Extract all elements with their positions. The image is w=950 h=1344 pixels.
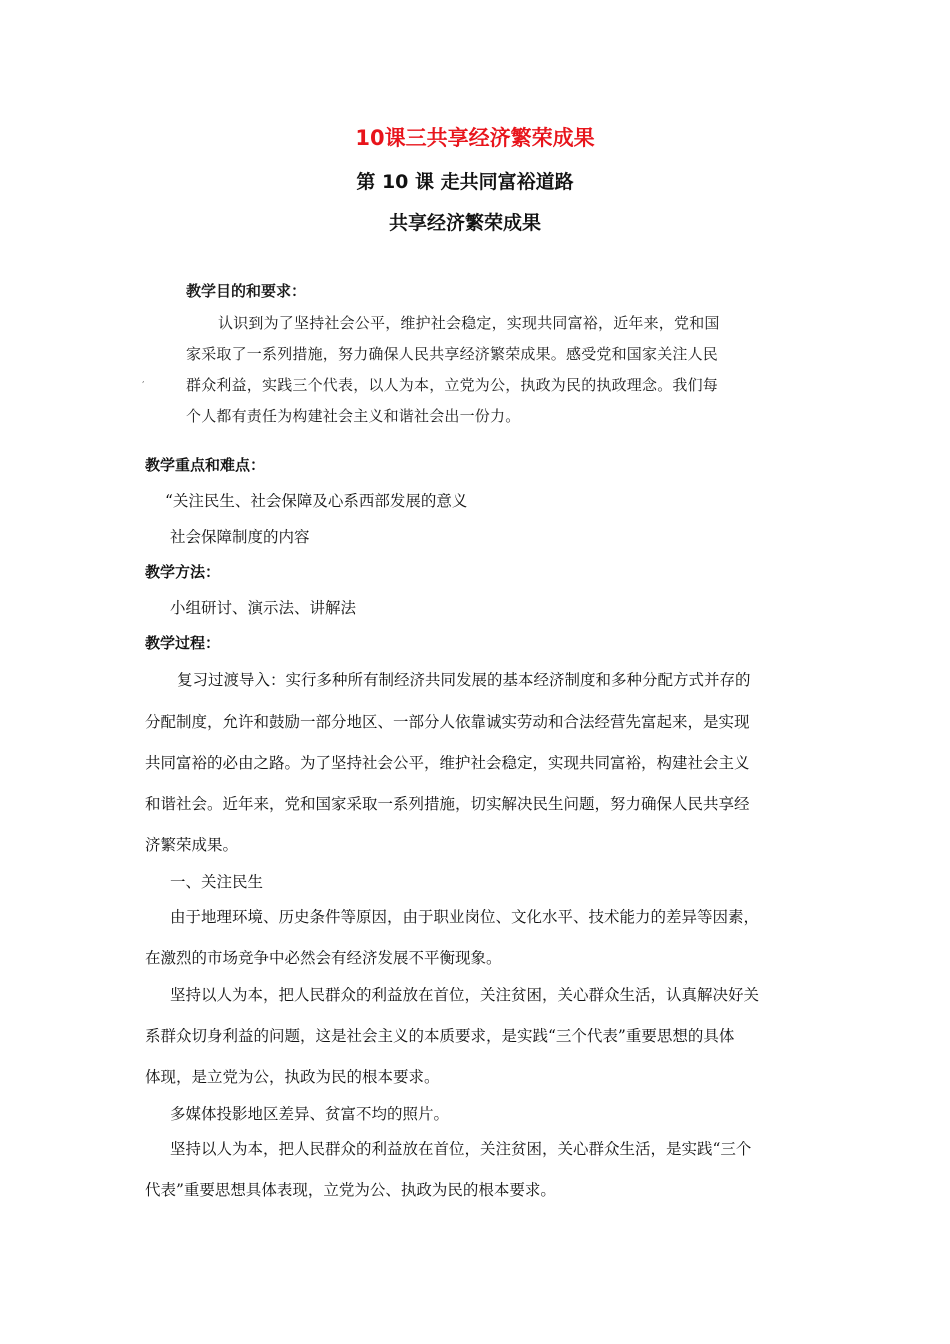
methods-heading: 教学方法： — [145, 563, 221, 581]
objectives-line: 个人都有责任为构建社会主义和谐社会出一份力。 — [186, 407, 521, 425]
process-paragraph-line: 共同富裕的必由之路。为了坚持社会公平，维护社会稳定，实现共同富裕，构建社会主义 — [145, 754, 750, 772]
section-subtitle: 共享经济繁荣成果 — [388, 212, 541, 234]
process-paragraph-line: 坚持以人为本，把人民群众的利益放在首位，关注贫困，关心群众生活，认真解决好关 — [170, 986, 760, 1004]
objectives-line: 家采取了一系列措施，努力确保人民共享经济繁荣成果。感受党和国家关注人民 — [186, 345, 719, 363]
key-point-item: “关注民生、社会保障及心系西部发展的意义 — [165, 492, 468, 510]
process-heading: 教学过程： — [145, 634, 221, 652]
objectives-block — [186, 280, 756, 425]
process-paragraph-line: 在激烈的市场竞争中必然会有经济发展不平衡现象。 — [145, 949, 502, 967]
key-points-heading: 教学重点和难点： — [145, 456, 266, 474]
objectives-line: 认识到为了坚持社会公平，维护社会稳定，实现共同富裕，近年来，党和国 — [218, 314, 720, 332]
objectives-line: 群众利益，实践三个代表，以人为本，立党为公，执政为民的执政理念。我们每 — [186, 376, 719, 394]
process-paragraph-line: 多媒体投影地区差异、贫富不均的照片。 — [170, 1105, 450, 1123]
scan-mark: , — [142, 375, 145, 384]
process-paragraph-line: 济繁荣成果。 — [145, 836, 239, 854]
process-paragraph-line: 坚持以人为本，把人民群众的利益放在首位，关注贫困，关心群众生活，是实践“三个 — [170, 1140, 752, 1158]
key-point-item: 社会保障制度的内容 — [170, 528, 310, 546]
methods-text: 小组研讨、演示法、讲解法 — [170, 599, 357, 617]
document-title: 10课三共享经济繁荣成果 — [355, 126, 595, 150]
process-paragraph-line: 分配制度，允许和鼓励一部分地区、一部分人依靠诚实劳动和合法经营先富起来，是实现 — [145, 713, 750, 731]
process-paragraph-line: 和谐社会。近年来，党和国家采取一系列措施，切实解决民生问题，努力确保人民共享经 — [145, 795, 750, 813]
objectives-heading: 教学目的和要求： — [186, 282, 307, 300]
process-paragraph-line: 复习过渡导入：实行多种所有制经济共同发展的基本经济制度和多种分配方式并存的 — [177, 671, 751, 689]
process-paragraph-line: 代表”重要思想具体表现，立党为公、执政为民的根本要求。 — [145, 1181, 556, 1199]
process-paragraph-line: 由于地理环境、历史条件等原因，由于职业岗位、文化水平、技术能力的差异等因素， — [170, 908, 760, 926]
process-paragraph-line: 系群众切身利益的问题，这是社会主义的本质要求，是实践“三个代表”重要思想的具体 — [145, 1027, 735, 1045]
lesson-subtitle: 第 10 课 走共同富裕道路 — [356, 171, 574, 193]
process-paragraph-line: 体现，是立党为公，执政为民的根本要求。 — [145, 1068, 440, 1086]
section-heading-livelihood: 一、关注民生 — [170, 873, 264, 891]
